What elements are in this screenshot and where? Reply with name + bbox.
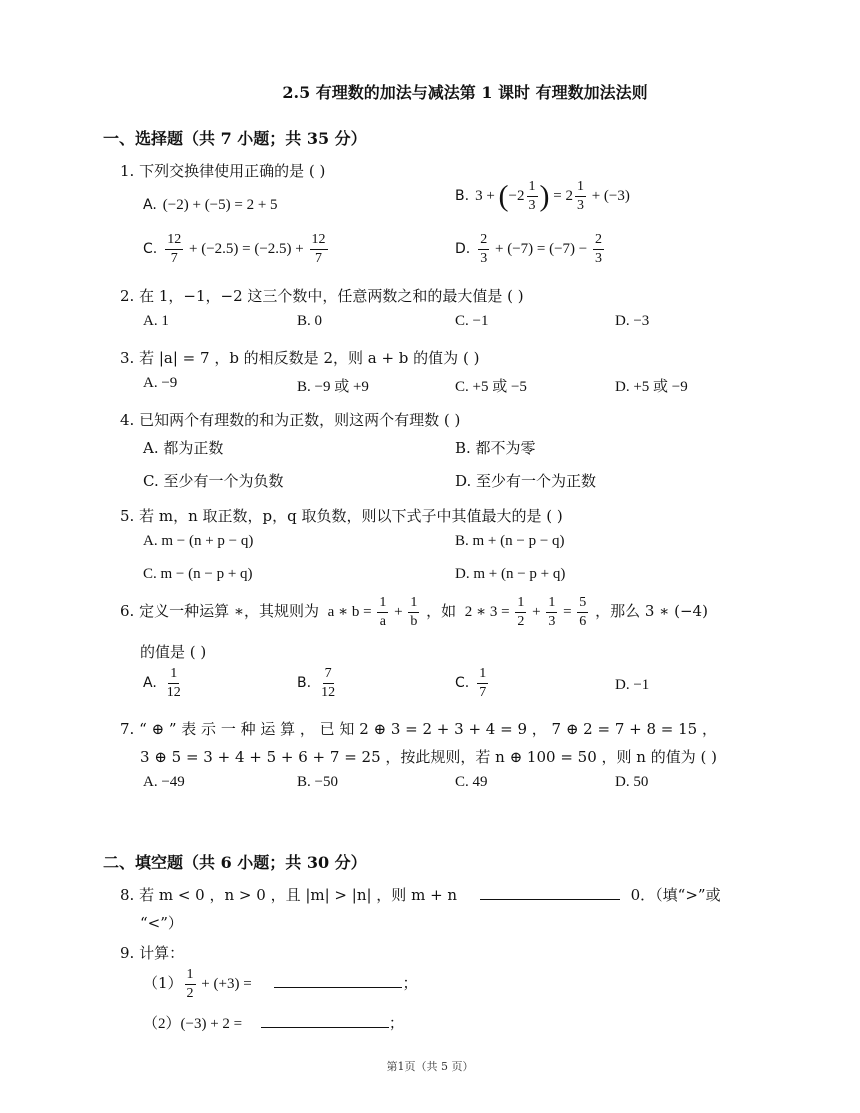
- question-4-option-d: D. 至少有一个为正数: [455, 472, 597, 490]
- question-8-stem: 8. 若 m < 0 ，n > 0 ，且 |m| > |n| ，则 m + n 0．（填“>”或: [120, 886, 721, 904]
- question-5-option-c: C. m − (n − p + q): [143, 566, 253, 582]
- question-4-stem: 4. 已知两个有理数的和为正数，则这两个有理数 ( ): [120, 411, 461, 429]
- question-5-option-b: B. m + (n − p − q): [455, 533, 565, 549]
- question-4-option-a: A. 都为正数: [143, 439, 224, 457]
- question-1-option-c: C. $\frac{12}{7}$ + (−2.5) = (−2.5) + $\frac{12}{7}$: [143, 232, 326, 266]
- question-2-option-a: A. 1: [143, 313, 169, 329]
- question-3-stem: 3. 若 |a| = 7 ，b 的相反数是 2，则 a + b 的值为 ( ): [120, 349, 480, 367]
- question-9-part-1: （1） $\frac{1}{2}$ + (+3) = ；: [143, 967, 418, 1001]
- question-2-option-b: B. 0: [297, 313, 323, 329]
- question-1-stem: 1. 下列交换律使用正确的是 ( ): [120, 162, 326, 180]
- question-7-option-c: C. 49: [455, 774, 488, 790]
- question-6-option-d: D. −1: [615, 677, 650, 693]
- question-6-stem: 6. 定义一种运算 ∗，其规则为 a ∗ b = $\frac{1}{a}$ + $\frac{1}{b}$ ，如 2 ∗ 3 = $\frac{1}{2}$ + $\frac{1}{3}$ = $\frac{5}{6}$ ，那么 3 ∗ (−4): [120, 595, 708, 629]
- question-7-stem: 7. “ ⊕ ” 表 示 一 种 运 算 ， 已 知 2 ⊕ 3 = 2 + 3 + 4 = 9 ， 7 ⊕ 2 = 7 + 8 = 15 ，: [120, 720, 717, 738]
- answer-blank[interactable]: [261, 1013, 389, 1028]
- question-7-option-d: D. 50: [615, 774, 649, 790]
- question-3-option-b: B. −9 或 +9: [297, 379, 369, 395]
- answer-blank[interactable]: [274, 973, 402, 988]
- question-5-stem: 5. 若 m，n 取正数，p，q 取负数，则以下式子中其值最大的是 ( ): [120, 507, 563, 525]
- question-6-stem-continued: 的值是 ( ): [140, 643, 207, 661]
- section-heading-fill: 二、填空题（共 6 小题；共 30 分）: [103, 853, 367, 872]
- question-4-option-c: C. 至少有一个为负数: [143, 472, 284, 490]
- question-2-option-d: D. −3: [615, 313, 650, 329]
- question-5-option-d: D. m + (n − p + q): [455, 566, 566, 582]
- answer-blank[interactable]: [480, 885, 620, 900]
- question-4-option-b: B. 都不为零: [455, 439, 536, 457]
- question-7-stem-continued: 3 ⊕ 5 = 3 + 4 + 5 + 6 + 7 = 25 ，按此规则，若 n ⊕ 100 = 50 ，则 n 的值为 ( ): [140, 748, 717, 766]
- question-8-stem-continued: “<”）: [140, 914, 183, 932]
- question-9-stem: 9. 计算：: [120, 944, 185, 962]
- question-6-option-a: A. $\frac{1}{12}$: [143, 666, 181, 700]
- question-1-option-a: A. (−2) + (−5) = 2 + 5: [143, 197, 278, 213]
- section-heading-choice: 一、选择题（共 7 小题；共 35 分）: [103, 129, 367, 148]
- page-footer: 第1页（共 5 页）: [386, 1060, 474, 1073]
- question-1-option-b: B. 3 + (−2 $\frac{1}{3}$ ) = 2 $\frac{1}{3}$ + (−3): [455, 179, 630, 213]
- question-5-option-a: A. m − (n + p − q): [143, 533, 254, 549]
- question-6-option-c: C. $\frac{1}{7}$: [455, 666, 487, 700]
- question-9-part-2: （2）(−3) + 2 = ；: [143, 1014, 404, 1032]
- question-7-option-a: A. −49: [143, 774, 185, 790]
- question-7-option-b: B. −50: [297, 774, 338, 790]
- question-6-option-b: B. $\frac{7}{12}$: [297, 666, 336, 700]
- question-3-option-a: A. −9: [143, 375, 178, 391]
- question-2-option-c: C. −1: [455, 313, 489, 329]
- question-3-option-c: C. +5 或 −5: [455, 379, 527, 395]
- question-3-option-d: D. +5 或 −9: [615, 379, 688, 395]
- question-2-stem: 2. 在 1，−1，−2 这三个数中，任意两数之和的最大值是 ( ): [120, 287, 524, 305]
- page-title: 2.5 有理数的加法与减法第 1 课时 有理数加法法则: [282, 83, 648, 102]
- question-1-option-d: D. $\frac{2}{3}$ + (−7) = (−7) − $\frac{2}{3}$: [455, 232, 603, 266]
